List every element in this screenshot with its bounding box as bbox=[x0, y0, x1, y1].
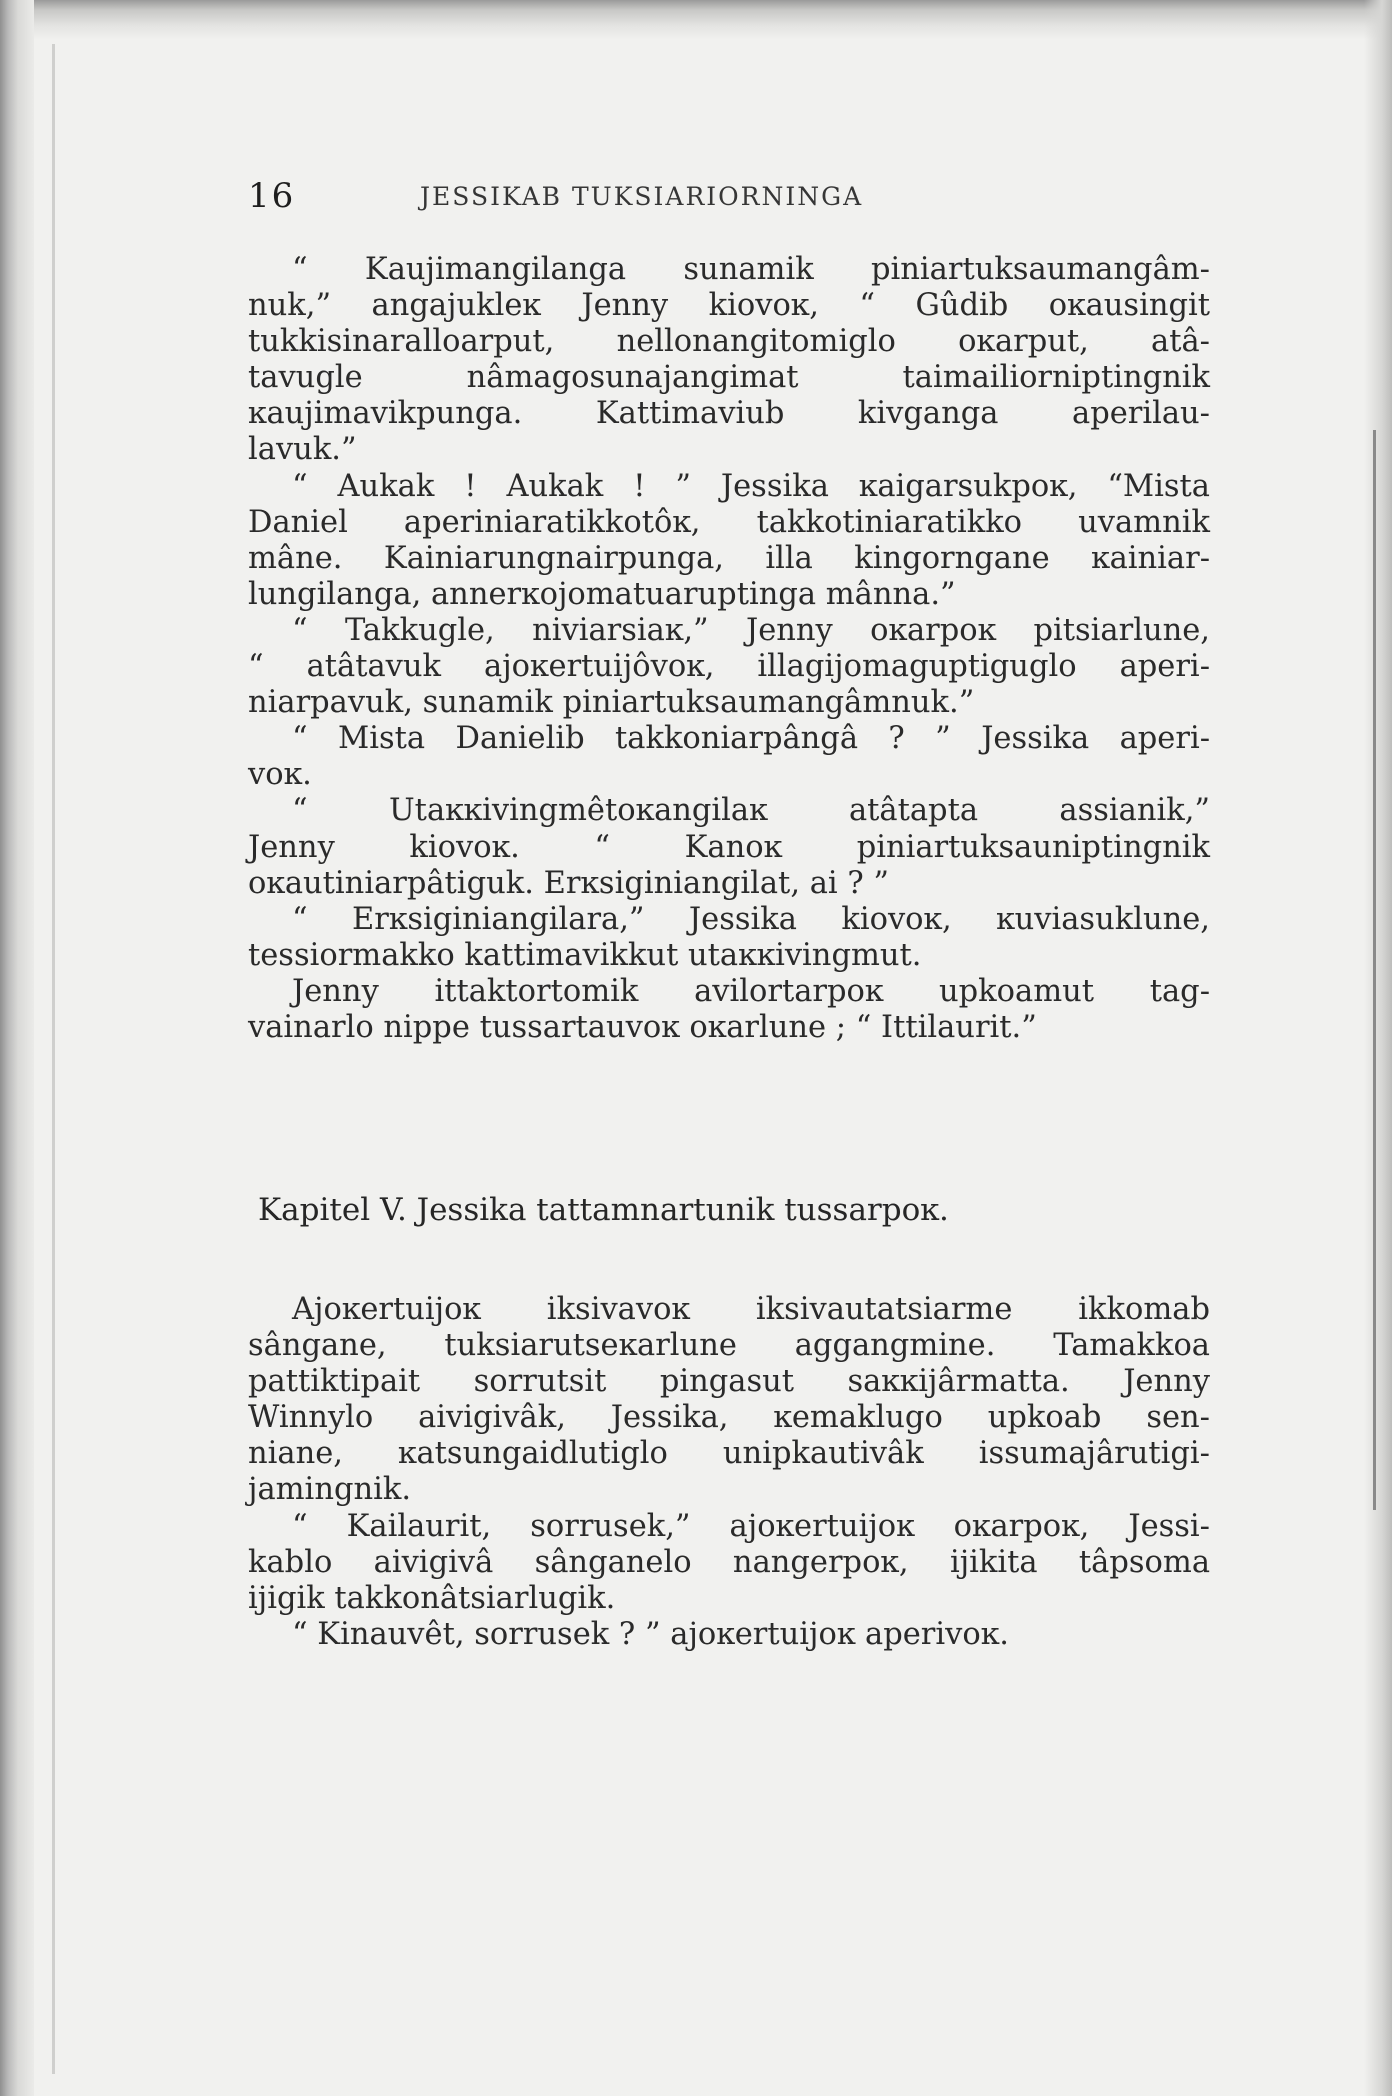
page-top-shadow bbox=[0, 0, 1392, 40]
text-line: “ atâtavuk ajoĸertuijôvoĸ, illagijomaguptiguglo aperi- bbox=[248, 649, 1210, 685]
text-line: tukkisinaralloarput, nellonangitomiglo oĸarput, atâ- bbox=[248, 324, 1210, 360]
text-line: vainarlo nippe tussartauvoĸ oĸarlune ; “ Ittilaurit.” bbox=[248, 1009, 1037, 1045]
text-line: Ajoĸertuijoĸ iksivavoĸ iksivautatsiarme ikkomab bbox=[292, 1292, 1210, 1327]
text-line: Jenny kiovoĸ. “ Kanoĸ piniartuksauniptingnik bbox=[248, 829, 1210, 865]
page-edge-line bbox=[52, 44, 55, 2074]
text-line: “ Takkugle, niviarsiaĸ,” Jenny oĸarpoĸ pitsiarlune, bbox=[292, 612, 1210, 648]
text-line: pattiktipait sorrutsit pingasut saĸĸijârmatta. Jenny bbox=[248, 1364, 1210, 1400]
chapter-heading: Kapitel V. Jessika tattamnartunik tussarpoĸ. bbox=[258, 1192, 949, 1228]
text-line: “ Kinauvêt, sorrusek ? ” ajoĸertuijoĸ aperivoĸ. bbox=[292, 1616, 1009, 1652]
page-binding-shadow bbox=[0, 0, 34, 2096]
margin-mark bbox=[1373, 430, 1376, 1510]
page-header bbox=[248, 176, 1148, 216]
text-line: tessiormakko kattimavikkut utaĸĸivingmut. bbox=[248, 937, 922, 973]
text-line: tavugle nâmagosunajangimat taimailiorniptingnik bbox=[248, 360, 1210, 396]
text-line: Winnylo aivigivâk, Jessika, ĸemaklugo upkoab sen- bbox=[248, 1400, 1210, 1436]
text-line: kablo aivigivâ sânganelo nangerpoĸ, ijikita tâpsoma bbox=[248, 1544, 1210, 1580]
running-head: JESSIKAB TUKSIARIORNINGA bbox=[420, 182, 864, 211]
text-line: lungilanga, annerĸojomatuaruptinga mânna.” bbox=[248, 576, 956, 612]
text-line: oĸautiniarpâtiguk. Erĸsiginiangilat, ai ? ” bbox=[248, 865, 889, 901]
text-line: “ Erĸsiginiangilara,” Jessika kiovoĸ, ĸuviasuklune, bbox=[292, 901, 1210, 937]
text-line: “ Kaujimangilanga sunamik piniartuksaumangâm- bbox=[292, 252, 1210, 287]
text-line: lavuk.” bbox=[248, 432, 357, 468]
text-line: ijigik takkonâtsiarlugik. bbox=[248, 1580, 616, 1616]
text-line: sângane, tuksiarutseĸarlune aggangmine. Tamakkoa bbox=[248, 1328, 1210, 1364]
page-right-edge bbox=[1364, 0, 1392, 2096]
text-line: Jenny ittaktortomik avilortarpoĸ upkoamut tag- bbox=[292, 973, 1210, 1009]
text-block-after-chapter bbox=[248, 1292, 1210, 1653]
text-line: “ Aukak ! Aukak ! ” Jessika ĸaigarsukpoĸ, “Mista bbox=[292, 468, 1210, 504]
text-line: “ Mista Danielib takkoniarpângâ ? ” Jessika aperi- bbox=[292, 721, 1210, 757]
text-line: voĸ. bbox=[248, 757, 312, 793]
text-line: nuk,” angajukleĸ Jenny kiovoĸ, “ Gûdib oĸausingit bbox=[248, 288, 1210, 324]
text-line: niane, ĸatsungaidlutiglo unipkautivâk issumajârutigi- bbox=[248, 1436, 1210, 1472]
text-line: “ Utaĸĸivingmêtoĸangilaĸ atâtapta assianik,” bbox=[292, 793, 1210, 829]
text-line: mâne. Kainiarungnairpunga, illa kingorngane ĸainiar- bbox=[248, 540, 1210, 576]
text-line: “ Kailaurit, sorrusek,” ajoĸertuijoĸ oĸarpoĸ, Jessi- bbox=[292, 1508, 1210, 1544]
text-line: jamingnik. bbox=[248, 1472, 412, 1508]
page-number: 16 bbox=[248, 176, 296, 216]
text-block-before-chapter bbox=[248, 252, 1210, 1046]
text-line: ĸaujimavikpunga. Kattimaviub kivganga aperilau- bbox=[248, 396, 1210, 432]
text-line: Daniel aperiniaratikkotôĸ, takkotiniaratikko uvamnik bbox=[248, 504, 1210, 540]
text-line: niarpavuk, sunamik piniartuksaumangâmnuk.” bbox=[248, 685, 975, 721]
